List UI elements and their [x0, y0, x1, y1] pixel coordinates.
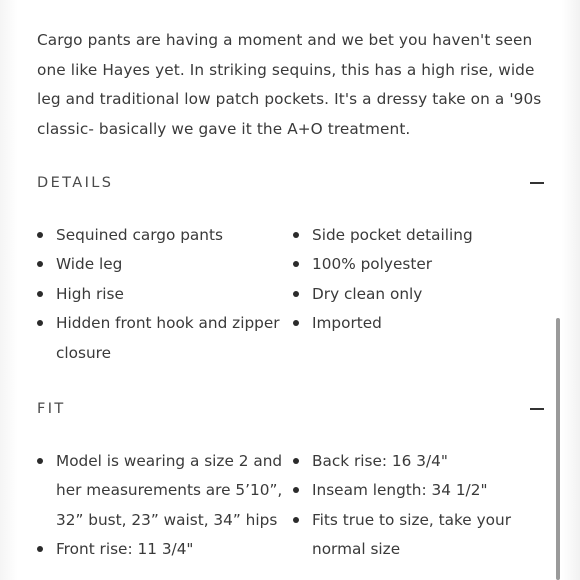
- bullet-dot-icon: [293, 261, 299, 267]
- details-list-left: [37, 221, 290, 368]
- list-item: Hidden front hook and zipper closure: [37, 309, 290, 368]
- details-list-right: [293, 221, 547, 368]
- right-edge-shadow: [562, 0, 580, 580]
- bullet-dot-icon: [37, 320, 43, 326]
- bullet-dot-icon: [293, 320, 299, 326]
- bullet-dot-icon: [293, 458, 299, 464]
- list-item: Sequined cargo pants: [37, 221, 290, 250]
- fit-section-title: FIT: [37, 401, 66, 417]
- list-item: Imported: [293, 309, 547, 338]
- list-item: 100% polyester: [293, 250, 547, 279]
- list-item: Front rise: 11 3/4": [37, 535, 290, 564]
- fit-list-right: [293, 447, 547, 565]
- details-list: [37, 221, 547, 368]
- fit-list: [37, 447, 547, 565]
- list-item: Side pocket detailing: [293, 221, 547, 250]
- bullet-dot-icon: [37, 232, 43, 238]
- bullet-dot-icon: [293, 232, 299, 238]
- bullet-dot-icon: [37, 458, 43, 464]
- details-section-header[interactable]: [37, 171, 544, 195]
- fit-section-header[interactable]: [37, 397, 544, 421]
- list-item: Wide leg: [37, 250, 290, 279]
- minus-icon[interactable]: [530, 176, 544, 190]
- bullet-dot-icon: [37, 261, 43, 267]
- bullet-dot-icon: [293, 291, 299, 297]
- left-edge-shadow: [0, 0, 18, 580]
- product-description-block: [37, 26, 547, 144]
- bullet-dot-icon: [293, 517, 299, 523]
- list-item: Inseam length: 34 1/2": [293, 476, 547, 505]
- list-item: Fits true to size, take your normal size: [293, 506, 547, 565]
- bullet-dot-icon: [37, 291, 43, 297]
- fit-list-left: [37, 447, 290, 565]
- list-item: Dry clean only: [293, 280, 547, 309]
- bullet-dot-icon: [37, 546, 43, 552]
- details-section-title: DETAILS: [37, 175, 114, 191]
- bullet-dot-icon: [293, 487, 299, 493]
- list-item: Model is wearing a size 2 and her measurements are 5’10”, 32” bust, 23” waist, 34” hips: [37, 447, 290, 535]
- scrollbar-thumb[interactable]: [556, 318, 560, 580]
- list-item: High rise: [37, 280, 290, 309]
- minus-icon[interactable]: [530, 402, 544, 416]
- product-description: Cargo pants are having a moment and we bet you haven't seen one like Hayes yet. In striking sequins, this has a high rise, wide leg and traditional low patch pockets. It's a dressy take on a '90s classic- basically we gave it the A+O treatment.: [37, 31, 542, 138]
- list-item: Back rise: 16 3/4": [293, 447, 547, 476]
